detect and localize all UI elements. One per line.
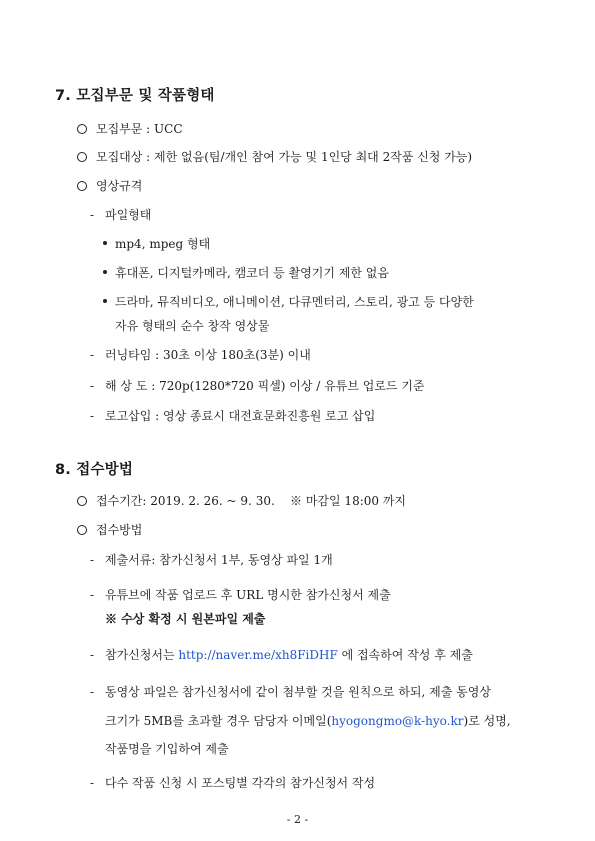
bullet-genres: 드라마, 뮤직비디오, 애니메이션, 다큐멘터리, 스토리, 광고 등 다양한 <box>103 294 474 310</box>
bullet-devices: 휴대폰, 디지털카메라, 캠코더 등 촬영기기 제한 없음 <box>103 265 389 281</box>
circle-bullet-icon <box>77 124 87 134</box>
sub-documents: - 제출서류: 참가신청서 1부, 동영상 파일 1개 <box>90 553 333 567</box>
sub-running-time: - 러닝타임 : 30초 이상 180초(3분) 이내 <box>90 348 311 362</box>
item-recruit-category: 모집부문 : UCC <box>77 121 183 137</box>
circle-bullet-icon <box>77 152 87 162</box>
circle-bullet-icon <box>77 181 87 191</box>
application-form-link[interactable]: http://naver.me/xh8FiDHF <box>178 648 338 662</box>
item-video-spec: 영상규격 <box>77 178 142 194</box>
bullet-format: mp4, mpeg 형태 <box>103 236 210 252</box>
dot-bullet-icon <box>103 299 107 303</box>
sub-application-form: - 참가신청서는 http://naver.me/xh8FiDHF 에 접속하여 작성 후 제출 <box>90 648 473 662</box>
sub-logo: - 로고삽입 : 영상 종료시 대전효문화진흥원 로고 삽입 <box>90 409 376 423</box>
item-method: 접수방법 <box>77 522 142 538</box>
sub-video-file: - 동영상 파일은 참가신청서에 같이 첨부할 것을 원칙으로 하되, 제출 동영상 <box>90 685 491 699</box>
dash-bullet: - <box>90 208 95 222</box>
bullet-genres-cont: 자유 형태의 순수 창작 영상물 <box>115 319 270 333</box>
sub-resolution: - 해 상 도 : 720p(1280*720 픽셀) 이상 / 유튜브 업로드 기준 <box>90 379 425 393</box>
section-8-title: 8. 접수방법 <box>55 462 134 478</box>
sub-video-file-line2: 크기가 5MB를 초과할 경우 담당자 이메일(hyogongmo@k-hyo.kr)로 성명, <box>105 714 511 728</box>
section-7-title: 7. 모집부문 및 작품형태 <box>55 88 215 104</box>
circle-bullet-icon <box>77 496 87 506</box>
page-number: - 2 - <box>286 813 309 826</box>
item-recruit-target: 모집대상 : 제한 없음(팀/개인 참여 가능 및 1인당 최대 2작품 신청 가능) <box>77 149 472 165</box>
sub-multiple-entries: - 다수 작품 신청 시 포스팅별 각각의 참가신청서 작성 <box>90 776 376 790</box>
contact-email-link[interactable]: hyogongmo@k-hyo.kr <box>331 714 464 728</box>
dot-bullet-icon <box>103 270 107 274</box>
note-original-file: ※ 수상 확정 시 원본파일 제출 <box>105 612 266 626</box>
circle-bullet-icon <box>77 525 87 535</box>
item-period: 접수기간: 2019. 2. 26. ~ 9. 30. ※ 마감일 18:00 까지 <box>77 493 406 509</box>
sub-file-format: - 파일형태 <box>90 208 152 222</box>
sub-youtube: - 유튜브에 작품 업로드 후 URL 명시한 참가신청서 제출 <box>90 588 391 602</box>
sub-video-file-line3: 작품명을 기입하여 제출 <box>105 742 229 756</box>
dot-bullet-icon <box>103 241 107 245</box>
